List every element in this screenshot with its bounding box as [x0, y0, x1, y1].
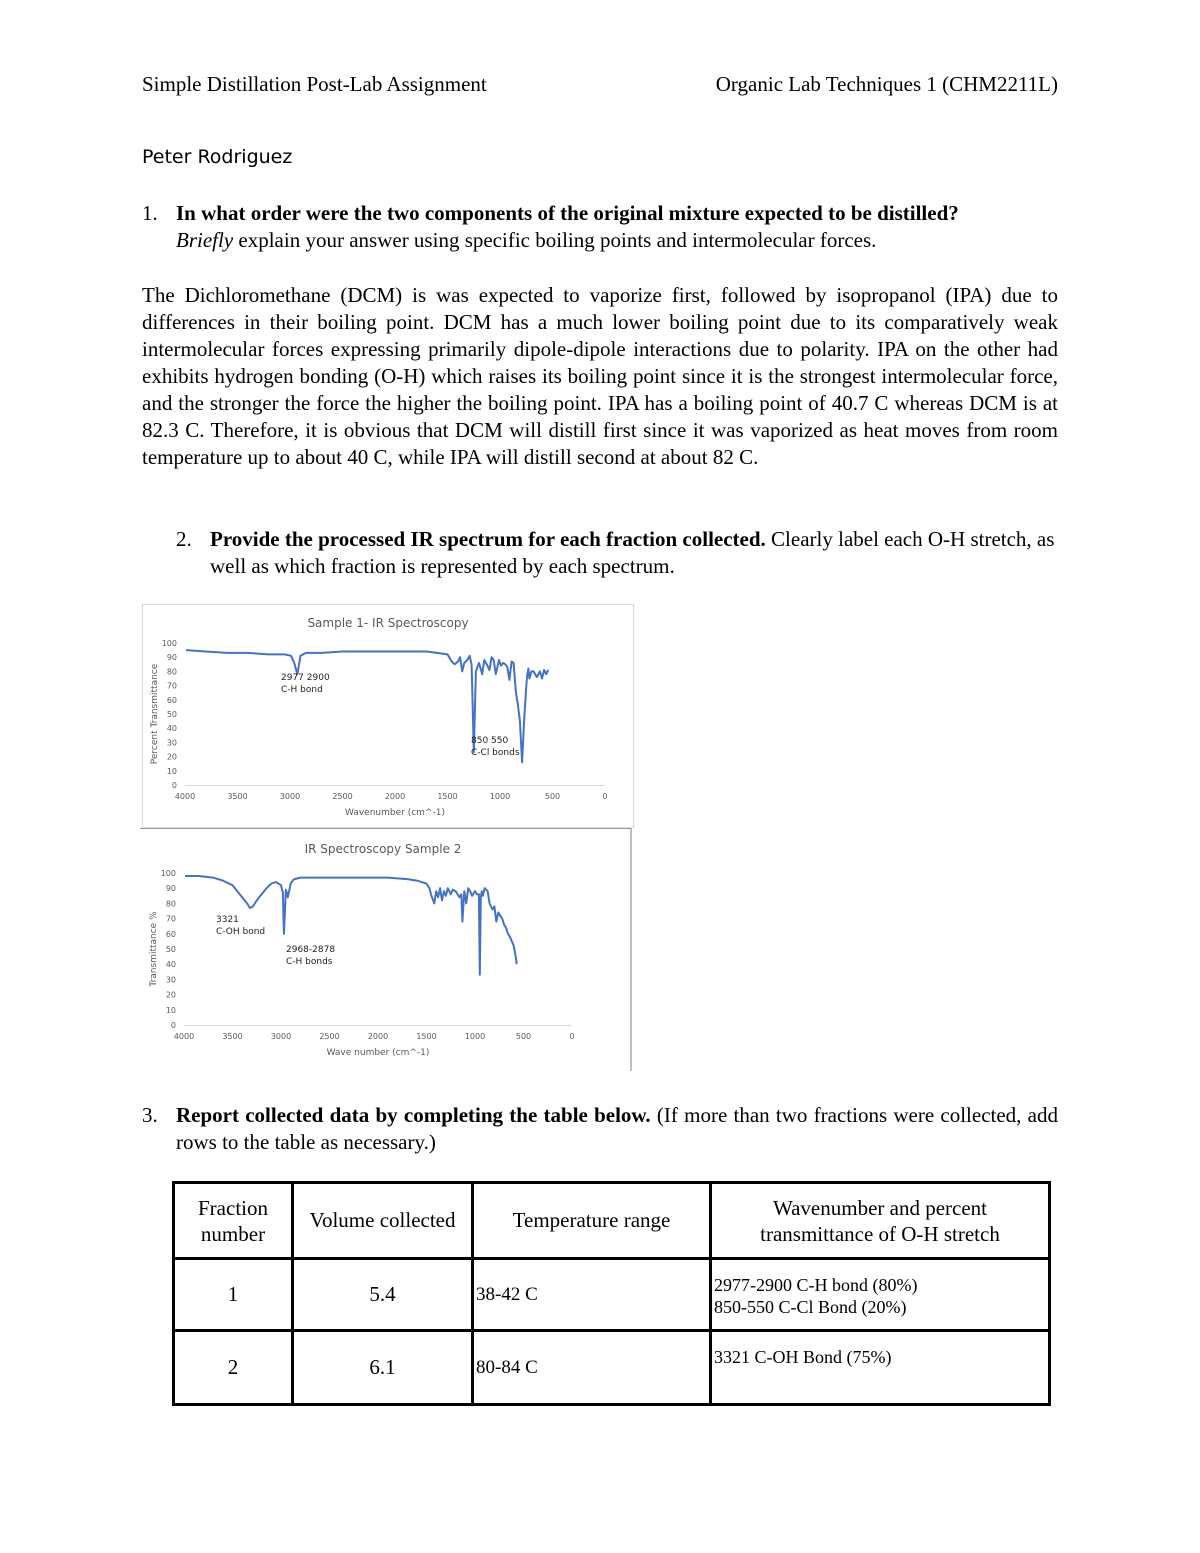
annotation-label: C-Cl bonds	[471, 748, 520, 758]
question-2	[176, 526, 1058, 580]
x-tick-label: 500	[544, 792, 561, 801]
x-axis-label: Wave number (cm^-1)	[326, 1048, 430, 1058]
y-tick-label: 40	[166, 724, 177, 734]
x-tick-label: 1500	[437, 792, 458, 801]
y-tick-label: 80	[165, 899, 176, 909]
question-1	[142, 200, 1058, 254]
annotation-label: C-H bond	[281, 685, 323, 695]
annotation-label: 2977 2900	[281, 673, 330, 683]
cell-wavenumber	[711, 1331, 1050, 1405]
x-tick-label: 3500	[222, 1032, 243, 1041]
chart-title: IR Spectroscopy Sample 2	[304, 842, 462, 856]
table-header-row	[174, 1183, 1050, 1259]
y-tick-label: 80	[166, 667, 177, 677]
cell-wavenumber	[711, 1259, 1050, 1331]
table-row	[174, 1259, 1050, 1331]
question-1-prompt: In what order were the two components of the original mixture expected to be distilled?	[176, 201, 959, 225]
y-tick-label: 40	[165, 960, 176, 970]
annotation-label: 850 550	[471, 736, 509, 746]
y-tick-label: 0	[170, 1021, 176, 1030]
question-2-prompt: Provide the processed IR spectrum for each fraction collected.	[210, 527, 766, 551]
header-wavenumber: Wavenumber and percent transmittance of O-H stretch	[711, 1183, 1050, 1259]
header-volume: Volume collected	[293, 1183, 473, 1259]
question-2-instruction: Clearly label each O-H stretch, as well as which fraction is represented by each spectrum.	[210, 527, 1055, 578]
x-tick-label: 500	[515, 1032, 532, 1041]
header-left: Simple Distillation Post-Lab Assignment	[142, 72, 487, 96]
x-tick-label: 2000	[367, 1032, 389, 1041]
chart-title: Sample 1- IR Spectroscopy	[307, 616, 469, 630]
y-tick-label: 100	[160, 869, 176, 878]
x-tick-label: 3500	[227, 792, 248, 801]
header-fraction: Fraction number	[174, 1183, 293, 1259]
x-tick-label: 4000	[174, 792, 196, 801]
series-line	[185, 876, 517, 975]
header-right: Organic Lab Techniques 1 (CHM2211L)	[715, 72, 1058, 96]
x-axis-label: Wavenumber (cm^-1)	[345, 808, 445, 818]
data-table	[172, 1181, 1051, 1406]
y-tick-label: 0	[171, 781, 177, 790]
question-3	[142, 1102, 1058, 1156]
chart-sample-2	[140, 828, 632, 1071]
x-tick-label: 1000	[464, 1032, 486, 1041]
cell-fraction: 1	[174, 1259, 293, 1331]
y-tick-label: 70	[166, 681, 177, 691]
y-tick-label: 30	[165, 975, 176, 985]
table-row	[174, 1331, 1050, 1405]
x-tick-label: 0	[569, 1032, 575, 1041]
question-3-number: 3.	[142, 1103, 158, 1127]
y-axis-label: Transmittance %	[149, 911, 159, 987]
cell-wavenumber-line1: 2977-2900 C-H bond (80%)	[714, 1275, 918, 1295]
annotation-label: 3321	[216, 915, 239, 925]
x-tick-label: 4000	[173, 1032, 195, 1041]
x-tick-label: 2500	[319, 1032, 340, 1041]
question-3-prompt: Report collected data by completing the table below.	[176, 1103, 651, 1127]
y-tick-label: 20	[165, 990, 176, 1000]
y-tick-label: 90	[165, 884, 176, 894]
y-tick-label: 30	[166, 738, 177, 748]
x-tick-label: 0	[602, 792, 608, 801]
author-name: Peter Rodriguez	[142, 146, 293, 168]
cell-volume: 5.4	[293, 1259, 473, 1331]
y-tick-label: 50	[165, 945, 176, 954]
cell-volume: 6.1	[293, 1331, 473, 1405]
y-tick-label: 60	[166, 695, 177, 705]
question-1-instruction: explain your answer using specific boiling points and intermolecular forces.	[233, 228, 877, 252]
y-tick-label: 20	[166, 752, 177, 762]
x-tick-label: 2000	[384, 792, 406, 801]
y-axis-label: Percent Transmittance	[150, 663, 160, 765]
annotation-label: C-OH bond	[216, 927, 266, 937]
chart-sample-1-svg	[143, 605, 633, 827]
question-2-number: 2.	[176, 527, 192, 551]
x-tick-label: 3000	[270, 1032, 292, 1041]
x-tick-label: 1000	[489, 792, 511, 801]
y-tick-label: 70	[165, 914, 176, 924]
answer-1-paragraph: The Dichloromethane (DCM) is was expected to vaporize first, followed by isopropanol (IPA) due to differences in their boiling point. DCM has a much lower boiling point due to its comparatively weak intermolecular forces expressing primarily dipole-dipole interactions due to polarity. IPA on the other had exhibits hydrogen bonding (O-H) which raises its boiling point since it is the strongest intermolecular force, and the stronger the force the higher the boiling point. IPA has a boiling point of 40.7 C whereas DCM is at 82.3 C. Therefore, it is obvious that DCM will distill first since it was vaporized as heat moves from room temperature up to about 40 C, while IPA will distill second at about 82 C.	[142, 283, 1058, 469]
annotation-label: 2968-2878	[286, 945, 336, 955]
chart-sample-2-svg	[140, 829, 630, 1071]
y-tick-label: 90	[166, 653, 177, 663]
annotation-label: C-H bonds	[286, 957, 333, 967]
chart-sample-1	[142, 604, 634, 828]
y-tick-label: 100	[161, 639, 177, 648]
question-1-italic: Briefly	[176, 228, 234, 252]
x-tick-label: 3000	[279, 792, 301, 801]
x-tick-label: 2500	[332, 792, 353, 801]
question-3-instruction: (If more than two fractions were collected, add rows to the table as necessary.)	[176, 1103, 1058, 1154]
cell-temperature: 38-42 C	[473, 1259, 711, 1331]
y-tick-label: 10	[166, 766, 177, 776]
header-temperature: Temperature range	[473, 1183, 711, 1259]
y-tick-label: 10	[165, 1005, 176, 1015]
question-1-number: 1.	[142, 201, 158, 225]
cell-wavenumber-line1: 3321 C-OH Bond (75%)	[714, 1347, 892, 1367]
x-tick-label: 1500	[416, 1032, 437, 1041]
cell-temperature: 80-84 C	[473, 1331, 711, 1405]
cell-wavenumber-line2: 850-550 C-Cl Bond (20%)	[714, 1297, 907, 1317]
y-tick-label: 50	[166, 710, 177, 719]
y-tick-label: 60	[165, 929, 176, 939]
cell-fraction: 2	[174, 1331, 293, 1405]
